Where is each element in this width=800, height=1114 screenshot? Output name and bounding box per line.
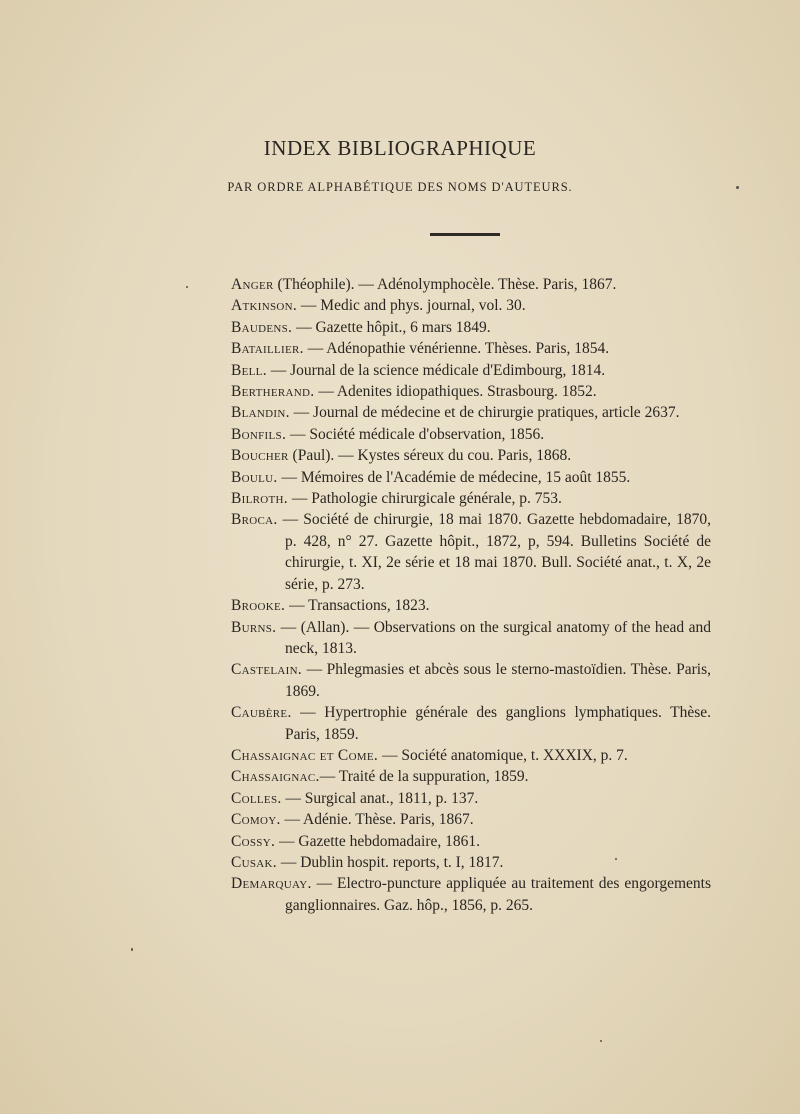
entry-author: Cossy. (231, 832, 276, 850)
bibliography-entry (231, 809, 711, 830)
title-rule (430, 233, 500, 236)
bibliography-entry (231, 788, 711, 809)
entry-author: Brooke. (231, 597, 286, 615)
paper-speck (131, 948, 133, 951)
entry-author: Chassaignac et Come. (231, 746, 379, 764)
entry-text: — (Allan). — Observations on the surgical anatomy of the head and neck, 1813. (276, 618, 711, 657)
entry-text: — Surgical anat., 1811, p. 137. (281, 789, 479, 807)
entry-text: — Société de chirurgie, 18 mai 1870. Gazette hebdomadaire, 1870, p. 428, n° 27. Gazette hôpit., 1872, p, 594. Bulletins Société de chirurgie, t. XI, 2e série et 18 mai 1870. Bull. Société anat., t. X, 2e série, p. 273. (277, 511, 711, 593)
entry-author: Boucher (231, 447, 289, 465)
bibliography-entry (231, 509, 711, 595)
entry-author: Blandin. (231, 404, 290, 422)
entry-author: Castelain. (231, 661, 302, 679)
entry-author: Burns. (231, 618, 277, 636)
bibliography-entry (231, 617, 711, 660)
entry-text: — Gazette hebdomadaire, 1861. (275, 832, 481, 850)
entry-text: — Gazette hôpit., 6 mars 1849. (292, 318, 491, 336)
entry-author: Anger (231, 276, 274, 293)
entry-author: Chassaignac. (231, 768, 320, 786)
page-subtitle: PAR ORDRE ALPHABÉTIQUE DES NOMS D'AUTEURS. (227, 180, 573, 194)
bibliography-entry (231, 317, 711, 338)
entry-text: — Pathologie chirurgicale générale, p. 753. (287, 490, 562, 508)
bibliography-entry (231, 295, 711, 316)
bibliography-entry (231, 595, 711, 616)
entry-text: — Medic and phys. journal, vol. 30. (297, 297, 526, 315)
bibliography-entry (231, 659, 711, 702)
entry-text: — Hypertrophie générale des ganglions lymphatiques. Thèse. Paris, 1859. (285, 704, 711, 743)
entry-author: Atkinson. (231, 297, 298, 315)
bibliography-entry (231, 360, 711, 381)
bibliography-entry (231, 766, 711, 787)
paper-speck (186, 286, 188, 288)
entry-text: — Dublin hospit. reports, t. I, 1817. (276, 853, 504, 871)
entry-author: Broca. (231, 511, 278, 529)
entry-author: Cusak. (231, 853, 277, 871)
entry-text: — Transactions, 1823. (285, 597, 430, 615)
entry-author: Boulu. (231, 468, 278, 486)
entry-author: Comoy. (231, 811, 281, 829)
entry-text: — Electro-puncture appliquée au traitement des engorgements ganglionnaires. Gaz. hôp., 1856, p. 265. (285, 875, 711, 914)
entry-author: Bonfils. (231, 425, 287, 443)
page-title: INDEX BIBLIOGRAPHIQUE (263, 136, 537, 160)
bibliography-entry (231, 702, 711, 745)
entry-text: — Adénie. Thèse. Paris, 1867. (280, 811, 474, 829)
entry-text: — Adénopathie vénérienne. Thèses. Paris, 1854. (303, 340, 610, 358)
entry-text: — Mémoires de l'Académie de médecine, 15 août 1855. (277, 468, 631, 486)
entry-author: Baudens. (231, 318, 293, 336)
entry-text: — Journal de la science médicale d'Edimbourg, 1814. (266, 361, 606, 379)
paper-speck (600, 1040, 602, 1042)
bibliography-entry (231, 745, 711, 766)
bibliography-entry (231, 338, 711, 359)
entry-text: — Journal de médecine et de chirurgie pratiques, article 2637. (289, 404, 680, 422)
entry-author: Bilroth. (231, 490, 288, 508)
bibliography-entry (231, 852, 711, 873)
entry-text: (Paul). — Kystes séreux du cou. Paris, 1868. (288, 447, 572, 465)
bibliography-entry (231, 831, 711, 852)
entry-author: Bataillier. (231, 340, 304, 358)
bibliography-entry (231, 424, 711, 445)
entry-author: Bell. (231, 361, 267, 379)
bibliography-entry (231, 873, 711, 916)
bibliography-entry (231, 467, 711, 488)
entry-text: — Société médicale d'observation, 1856. (286, 425, 545, 443)
entry-author: Caubère. (231, 704, 292, 722)
paper-speck (736, 186, 739, 189)
entry-text: — Phlegmasies et abcès sous le sterno-mastoïdien. Thèse. Paris, 1869. (285, 661, 711, 700)
bibliography-entry (231, 445, 711, 466)
entry-author: Colles. (231, 789, 282, 807)
bibliography-entry (231, 381, 711, 402)
entry-text: — Traité de la suppuration, 1859. (319, 768, 529, 786)
entry-author: Bertherand. (231, 383, 315, 401)
entry-text: — Société anatomique, t. XXXIX, p. 7. (378, 746, 628, 764)
bibliography-entry (231, 274, 711, 295)
paper-speck (615, 858, 617, 860)
entry-author: Demarquay. (231, 875, 312, 893)
entry-text: (Théophile). — Adénolymphocèle. Thèse. Paris, 1867. (273, 276, 617, 293)
entry-text: — Adenites idiopathiques. Strasbourg. 1852. (314, 383, 597, 401)
bibliography-list (231, 274, 711, 916)
bibliography-entry (231, 402, 711, 423)
bibliography-entry (231, 488, 711, 509)
